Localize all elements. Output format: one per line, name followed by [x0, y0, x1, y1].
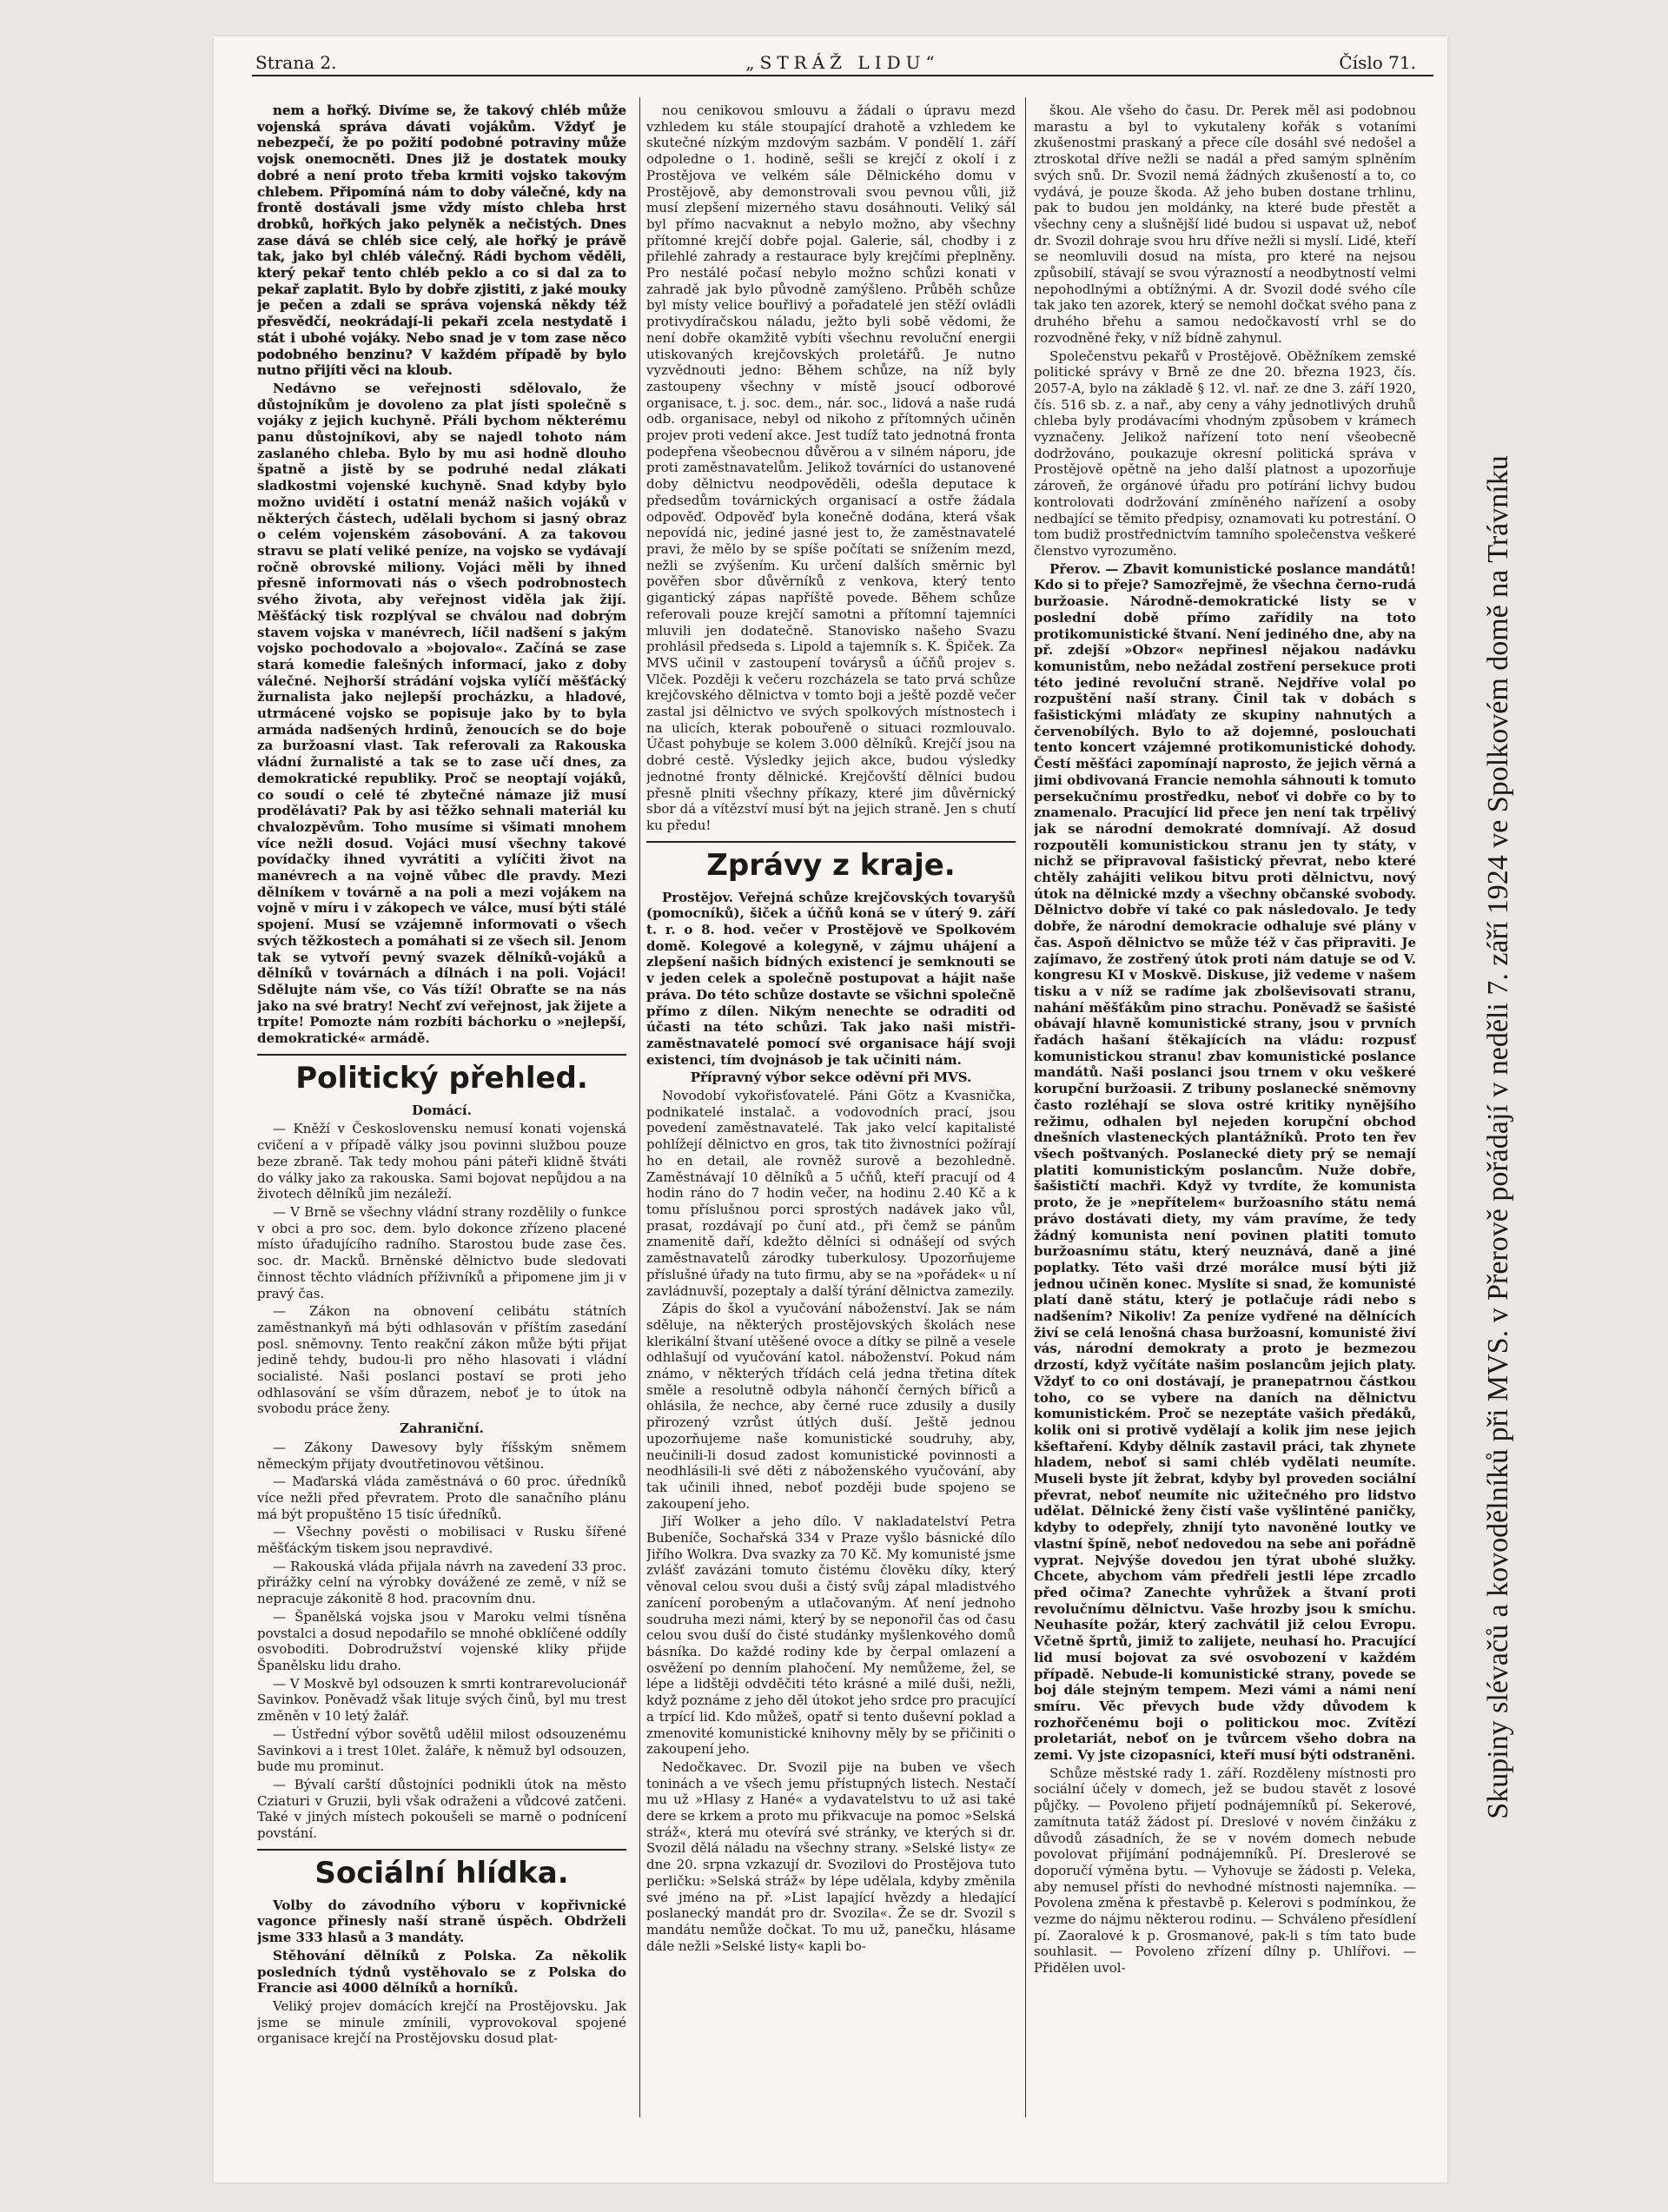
news-item: Jiří Wolker a jeho dílo. V nakladatelství Petra Bubeníče, Sochařská 334 v Praze vyšlo básnické dílo Jiřího Wolkra. Dva svazky za 70 Kč. My komunisté jsme zvlášť zavázáni tomuto čistému člověku díky, který věnoval celou svou duši a čistý svůj zápal mladistvého zanícení porobeným a utlačovaným. Ať není jednoho soudruha mezi námi, který by se neponořil čas od času celou svou duší do čisté studánky myšlenkového domů básníka. Do každé rodiny kde by čerpal omlazení a osvěžení po denním plahočení. My nemůžeme, žel, se lépe a lidštěji odvděčiti této krásné a milé duši, nežli, když poznáme z jeho děl útokot jeho srdce pro pracující a trpící lid. Kdo můžeš, opatř si tento duševní poklad a zmenovité komunistické knihovny měly by se přičiniti o zakoupení jeho. — [646, 1513, 1016, 1758]
column-1 — [257, 103, 626, 2049]
section-heading-politicky: Politický přehled. — [257, 1054, 626, 1097]
column-divider — [1025, 97, 1026, 2117]
side-caption — [1464, 52, 1533, 2189]
news-item: Volby do závodního výboru v kopřivnické vagonce přinesly naší straně úspěch. Obdrželi jsme 333 hlasů a 3 mandáty. — [257, 1897, 626, 1946]
news-item: — V Brně se všechny vládní strany rozdělily o funkce v obci a pro soc. dem. bylo dokonce zřízeno placené místo úřadujícího radního. Starostou bude zase čes. soc. dr. Macků. Brněnské dělnictvo bude sledovati činnost těchto vládních příživníků a připomene jim ji v pravý čas. — [257, 1204, 626, 1301]
page-number: Strana 2. — [255, 52, 337, 73]
news-item: — Všechny pověsti o mobilisaci v Rusku šířené měšťáckým tiskem jsou nepravdivé. — [257, 1524, 626, 1557]
news-item: Schůze městské rady 1. září. Rozděleny místnosti pro sociální účely v domech, jež se budou stavět z losové půjčky. — Povoleno přijetí podnájemníků pí. Sekerové, zamítnuta tatáž žádost pí. Dreslové v novém činžáku z důvodů zásadních, že se v novém domech nebude povolovat přijímání podnájemníků. Pí. Dreslerové se doporučí výměna bytu. — Vyhovuje se žádosti p. Veleka, aby nemusel přísti do nevhodné místnosti najemníka. — Povolena změna k přestavbě p. Kelerovi s podmínkou, že vezme do nájmu některou rodinu. — Schváleno přesídlení pí. Zaoralové k p. Grosmanové, pak-li s tím tato bude souhlasit. — Povoleno zřízení dílny p. Uhlířovi. — Přidělen uvol- — [1034, 1765, 1416, 1977]
subheading-domaci: Domácí. — [412, 1102, 472, 1118]
page-header — [252, 50, 1433, 76]
news-item: — V Moskvě byl odsouzen k smrti kontrarevolucionář Savinkov. Poněvadž však lituje svých činů, byl mu trest změněn v 10 letý žalář. — [257, 1675, 626, 1725]
news-item: — Zákony Dawesovy byly říšským sněmem německým přijaty dvoutřetinovou většinou. — [257, 1439, 626, 1472]
news-item: — Kněží v Československu nemusí konati vojenská cvičení a v případě války jsou povinni službou pouze beze zbraně. Tak tedy mohou páni páteři klidně štváti do války jako za rakouska. Sami bojovat nepůjdou a na životech dělníků jim nezáleží. — [257, 1121, 626, 1202]
news-item: Veliký projev domácích krejčí na Prostějovsku. Jak jsme se minule zmínili, vyprovokoval spojené organisace krejčí na Prostějovsku dosud plat- — [257, 1997, 626, 2047]
section-heading-zpravy: Zprávy z kraje. — [646, 841, 1016, 884]
news-item: Prostějov. Veřejná schůze krejčovských tovaryšů (pomocníků), šiček a účňů koná se v úterý 9. září t. r. o 8. hod. večer v Prostějově ve Spolkovém domě. Kolegové a kolegyně, v zájmu uhájení a zlepšení našich bídných existencí je semknouti se v jeden celek a společně postupovat a hájit naše práva. Do této schůze dostavte se všichni společně přímo z dílen. Nikým nenechte se odraditi od účasti na této schůzi. Tak jako naši mistři-zaměstnavatelé pomocí své organisace hájí svoji existenci, tím dvojnásob je tak učiniti nám. — [646, 889, 1016, 1068]
news-item: — Španělská vojska jsou v Maroku velmi tísněna povstalci a dosud nepodařilo se mnohé obklíčené oddíly osvoboditi. Dobrodružství vojenské kliky přijde Španělsku lidu draho. — [257, 1608, 626, 1673]
news-item: Nedočkavec. Dr. Svozil pije na buben ve všech toninách a ve všech jemu přístupných listech. Nestačí mu už »Hlasy z Hané« a vydavatelstvu to už asi také dere se krkem a proto mu přikvacuje na pomoc »Selská stráž«, která mu otevírá své stránky, ve kterých si dr. Svozil dělá náladu na všechny strany. »Selské listy« ze dne 20. srpna vzkazují dr. Svozilovi do Prostějova tuto perličku: »Selská stráž« by lépe udělala, kdyby změnila své jméno na př. »List lapající hvězdy a hledající poslanecký mandát pro dr. Svozila«. Že se dr. Svozil s mandátu nemůže dočkat. To mu už, panečku, hlásame dále nežli »Selské listy« kapli bo- — [646, 1758, 1016, 1954]
news-item: — Zákon na obnovení celibátu státních zaměstnankyň má býti odhlasován v příštím zasedání posl. sněmovny. Tento reakční zákon může býti přijat jedině tehdy, budou-li pro něho hlasovati i vládní socialisté. Naši poslanci postaví se proti jeho odhlasování se vším důrazem, neboť je to útok na svobodu práce ženy. — [257, 1303, 626, 1417]
news-item: — Rakouská vláda přijala návrh na zavedení 33 proc. přirážky celní na výrobky dovážené ze země, v níž se nepracuje zákonitě 8 hod. pracovním dnu. — [257, 1558, 626, 1607]
issue-number: Číslo 71. — [1339, 52, 1416, 73]
news-item: — Maďarská vláda zaměstnává o 60 proc. úředníků více nežli před převratem. Proto dle sanačního plánu má být propuštěno 15 tisíc úředníků. — [257, 1474, 626, 1522]
newspaper-title: „STRÁŽ LIDU“ — [745, 52, 940, 73]
news-signature: Přípravný výbor sekce oděvní při MVS. — [690, 1070, 972, 1086]
side-caption-text: Skupiny slévačů a kovodělníků při MVS. v Přerově pořádají v neděli 7. září 1924 ve Spolkovém domě na Trávníku — [1482, 455, 1514, 1819]
subheading-zahranici: Zahraniční. — [400, 1421, 484, 1437]
news-item: Společenstvu pekařů v Prostějově. Oběžníkem zemské politické správy v Brně ze dne 20. března 1923, čís. 2057-A, bylo na základě § 12. vl. nař. ze dne 3. září 1920, čís. 516 sb. z. a nař., aby ceny a váhy jednotlivých druhů chleba byly prodávacími vhodným způsobem v krámech vyznačeny. Jelikož nařízení toto není všeobecně dodržováno, poukazuje okresní politická správa v Prostějově opětně na jeho další platnost a upozorňuje zároveň, že orgánové úřadu pro potírání lichvy budou kontrolovati dodržování zmíněného nařízení a osoby nedbající se těmito předpisy, oznamovati ku potrestání. O tom budiž prostřednictvím tamního společenstva veškeré členstvo vyrozuměno. — [1034, 348, 1416, 559]
article-paragraph: nem a hořký. Divíme se, že takový chléb může vojenská správa dávati vojákům. Vždyť je nebezpečí, že po požití podobné potraviny může vojsk onemocněti. Dnes již je dostatek mouky dobré a není proto třeba krmiti vojsko takovým chlebem. Připomíná nám to doby válečné, kdy na frontě dostávali jsme vždy místo chleba hrst drobků, hořkých jako pelyněk a nečistých. Dnes zase dává se chléb sice celý, ale hořký je právě tak, jako byl chléb válečný. Rádi bychom věděli, který pekař tento chléb peklo a co si dal za to pekař zaplatit. Bylo by dobře zjistiti, z jaké mouky je pečen a zdali se správa vojenská někdy též přesvědčí, neokrádají-li pekaři zcela nestydatě i stát i ubohé vojáky. Nebo snad je v tom zase něco podobného benzinu? V každém případě by bylo nutno přijíti věci na kloub. — [257, 103, 626, 379]
news-item: Zápis do škol a vyučování náboženství. Jak se nám sděluje, na některých prostějovských školách nese klerikální štvaní utěšené ovoce a dítky se pilně a vesele odhlašují od vyučování katol. náboženství. Pokud nám známo, v některých třídách celá jedna třetina dítek směle a resolutně odbyla náhončí černých bířiců a ohlásila, že nechce, aby černé ruce zdusily a dusily přirozený vzrůst útlých duší. Ještě jednou upozorňujeme naše komunistické soudruhy, aby, neučinili-li dosud zadost komunistické povinnosti a neodhlásili-li své děti z náboženského vyučování, aby tak učinili ihned, neboť později bude spojeno se zakoupení jeho. — [646, 1301, 1016, 1512]
news-item: Přerov. — Zbavit komunistické poslance mandátů! Kdo si to přeje? Samozřejmě, že všechna černo-rudá buržoasie. Národně-demokratické listy se v poslední době přímo zařídily na toto protikomunistické štvaní. Není jediného dne, aby na př. zdejší »Obzor« nepřinesl nějakou nadávku komunistům, nebo nežádal zostření persekuce proti této jediné revoluční straně. Nejdříve volal po rozpuštění naší strany. Činil tak v dobách s fašistickými mláďaty ze skupiny nahnutých a červenobílých. Bylo to až dojemné, poslouchati tento koncert vzájemné protikomunistické dohody. Čestí měšťáci zapomínají naprosto, že jejich věrná a jimi obdivovaná Francie nemohla sáhnouti k tomuto persekučnímu prostředku, neboť vi dobře co by to znamenalo. Pracující lid přece jen není tak trpělivý jak se národní demokraté domnívají. Až dosud rozpoutěli komunistickou stranu jen ty státy, v nichž se připravoval fašistický převrat, nebo které chtěly zahájiti velikou bitvu proti dělnictvu, nový útok na dělnické mzdy a všechny občanské svobody. Dělnictvo dobře ví také co pak následovalo. Je tedy dobře, že národní demokracie odhaluje své plány v čas. Aspoň dělnictvo se může též v čas připraviti. Je zajímavo, že zostřený útok proti nám datuje se od V. kongresu KI v Moskvě. Diskuse, již vedeme v našem tisku a v níž se radíme jak zbolševisovati stranu, nahání měšťákům pino strachu. Poněvadž se šašisté obávají hlavně komunistické strany, jsou v prvních řadách hašaní štěkajících na vládu: rozpusť komunistickou stranu! zbav komunistické poslance mandátů. Naši poslanci jsou trnem v oku veškeré korupční buržoasii. Z tribuny poslanecké sněmovny často rozléhají se slova ostré kritiky nynějšího režimu, odhalen byl nejeden korupční obchod dnešních vlasteneckých plantážníků. Proto ten řev všech poštvaných. Poslanecké diety prý se nemají platiti komunistickým poslancům. Nuže dobře, šašističtí machři. Když vy tvrdíte, že komunista proto, že je »nepřítelem« buržoasního státu nemá právo dostávati diety, my vám pravíme, že tedy žádný komunista není povinen platiti tomuto buržoasnímu státu, který neuznává, daně a jiné poplatky. Této vaši drzé morálce musí býti již jednou učiněn konec. Myslíte si snad, že komunisté platí daně státu, který je potlačuje rádi nebo s nadšením? Nikoliv! Za peníze vydřené na dělnících živí se celá lenošná chasa buržoasní, komunisté živí vás, národní demokraty a proto je bezmezou drzostí, když vyčítáte našim poslancům jejich platy. Vždyť to co oni dostávají, je pranepatrnou částkou toho, co se vybere na daních na dělnictvu komunistickém. Proč se nezeptáte vašich předáků, kolik oni si protivě vydělají a kolik jim nese jejich kšeftaření. Kdyby dělník zastavil práci, tak zhynete hladem, neboť si sami chléb vydělati neumíte. Museli byste jít žebrat, kdyby byl proveden sociální převrat, neboť neumíte nic užitečného pro lidstvo udělat. Dělnické ženy čistí vaše vyšlintěné paničky, kdyby to odepřely, zhnijí tyto navoněné loutky ve vlastní špíně, neboť nedovedou na sebe ani pořádně vyprat. Nejvýše dovedou jen týrat ubohé služky. Chcete, abychom vám předřeli jestli lépe zrcadlo před očima? Zanechte vyhrůžek a štvaní proti revolučnímu dělnictvu. Vaše hrozby jsou k smíchu. Neuhasíte požár, který zachvátil již celou Evropu. Včetně šprtů, jimiž to zalijete, neuhasí ho. Pracující lid musí bojovat za své osvobození v každém případě. Nebude-li komunistické strany, povede se boj dále stejným tempem. Mezi vámi a námi není smíru. Věc převych bude vždy důvodem k rozhořčenému boji o politickou moc. Zvítězí proletariát, neboť on je tvůrcem všeho dobra na zemi. Vy jste cizopasníci, kteří musí býti odstraněni. — [1034, 560, 1416, 1764]
column-divider — [639, 97, 640, 2117]
article-paragraph: nou cenikovou smlouvu a žádali o úpravu mezd vzhledem ku stále stoupající drahotě a vzhledem ke skutečné nízkým mzdovým sazbám. V pondělí 1. září odpoledne o 1. hodině, sešli se krejčí z okolí i z Prostějova ve velkém sále Dělnického domu v Prostějově, aby demonstrovali svou pevnou vůli, již musí zlepšení mizerného stavu dosáhnouti. Veliký sál byl přímo nacvaknut a nebylo možno, aby všechny přítomné krejčí dobře pojal. Galerie, sál, chodby i z přilehlé zahrady a restaurace byly krejčími přeplněny. Pro nestálé počasí nebylo možno schůzi konati v zahradě jak bylo původně zamýšleno. Průběh schůze byl místy velice bouřlivý a pořadatelé jen stěží ovládli protivydíračskou náladu, ježto byli sobě vědomi, že není dobře okamžitě vybíti všechnu revoluční energii utiskovaných krejčovských proletářů. Je nutno vyzvědnouti jedno: Během schůze, na níž byly zastoupeny všechny v místě jsoucí odborové organisace, t. j. soc. dem., nár. soc., lidová a naše rudá odb. organisace, nebyl od nikoho z přítomných učiněn projev proti vedení akce. Jest tudíž tato jednotná fronta podepřena všeobecnou důvěrou a v silném náporu, jde proti zaměstnavatelům. Jelikož továrníci do ustanovené doby dělnictvu neodpověděli, odešla deputace k předsedům továrnických organisací a ostře žádala odpověď. Odpověď byla konečně dodána, která však nepovídá nic, jediné jasné jest to, že zaměstnavatelé pravi, že mělo by se spíše počítati se snížením mezd, nežli se zvýšením. Ku určení dalších směrnic byl pověřen sbor důvěrníků z venkova, který tento gigantický zápas napříště povede. Během schůze referovali pouze krejčí samotni a přítomní tajemníci mluvili jen dodatečně. Stanovisko našeho Svazu prohlásil předseda s. Lipold a tajemník s. K. Špiček. Za MVS učinil v zastoupení továrysů a účňů projev s. Vlček. Později k večeru rozcházela se tato prvá schůze krejčovského dělnictva v tomto boji a ještě pozdě večer zastal jsi dělnictvo ve svých spolkových místnostech i na ulicích, kterak pobouřeně o situaci rozmlouvalo. Účast pohybuje se kolem 3.000 dělníků. Krejčí jsou na dobré cestě. Výsledky jejich akce, budou výsledky jednotné fronty dělnické. Krejčovští dělníci budou přesně plniti všechny příkazy, které jim důvěrnický sbor dá a vítězství musí být na jejich straně. Jen s chutí ku předu! — [646, 103, 1016, 833]
column-2 — [646, 103, 1016, 1956]
section-heading-socialni: Sociální hlídka. — [257, 1849, 626, 1892]
article-paragraph: škou. Ale všeho do času. Dr. Perek měl asi podobnou marastu a byl to vykutaleny kořák s votaními zkušenostmi praskaný a přece cíle dosáhl své nedošel a ztroskotal dříve nežli se nadál a před samým splněním svých snů. Dr. Svozil nemá žádných zkušeností a to, co vydává, je pouze škoda. Až jeho buben dostane trhlinu, pak to budou jen moldánky, na které bude přestět a všechny ceny a slušnější lidé budou si uspavat už, neboť dr. Svozil dohraje svou hru dříve nežli si myslí. Lidé, kteří se neomluvili dosud na místa, pro které na nejsou způsobilí, stávají se svou výrazností a neodbytností velmi nepohodlnými a obtížnými. A dr. Svozil dodé svého cíle tak jako ten azorek, který se nemohl dočkat svého pana z druhého břehu a samou nedočkavostí vrhl se do rozvodněné řeky, v níž bídně zahynul. — [1034, 103, 1416, 346]
article-paragraph: Nedávno se veřejnosti sdělovalo, že důstojníkům je dovoleno za plat jísti společně s vojáky z jejich kuchyně. Přáli bychom některému panu důstojníkovi, aby se najedl tohoto nám zaslaného chleba. Bylo by mu asi hodně dlouho špatně a jistě by se podruhé nedal zlákati sladkostmi vojenské kuchyně. Snad kdyby bylo možno uvidětí i ostatní menáž našich vojáků v některých částech, udělali bychom si jasný obraz o celém vojenském zásobování. A za takovou stravu se platí veliké peníze, na vojsko se vydávají ročně obrovské miliony. Vojáci měli by ihned přesně informovati nás o všech podrobnostech svého života, aby veřejnost viděla jak žijí. Měšťácký tisk rozplýval se chválou nad dobrým stavem vojska v manévrech, líčil nadšení s jakým vojsko pochodovalo a »bojovalo«. Začíná se zase stará komedie falešných informací, jako z doby válečné. Nejhorší strádání vojska vylíčí měšťácký žurnalista jako nejlepší procházku, a hladové, utrmácené vojsko se popisuje jako by to byla armáda nadšených hrdinů, ženoucích se do boje za buržoasní vlast. Tak referovali za Rakouska vládní žurnalisté a tak se to zase učí dnes, za demokratické republiky. Proč se neoptají vojáků, co soudí o celé té zbytečné námaze již musí prodělávati? Pak by asi těžko sehnali materiál ku chvalozpěvům. Toho musíme si všimati mnohem více nežli dosud. Vojáci musí všechny takové povídačky ihned vyvrátiti a vylíčiti život na manévrech a na vojně vůbec dle pravdy. Mezi dělníkem v továrně a na poli a mezi vojákem na vojně v míru i v zákopech ve válce, musí býti stálé spojení. Musí se vzájemně informovati o všech svých těžkostech a pomáhati si ze všech sil. Jenom tak se vytvoří pevný svazek dělníků-vojáků a dělníků v továrnách a dílnách i na poli. Vojáci! Sdělujte nám vše, co Vás tíží! Obraťte se na nás jako na své bratry! Nechť zví veřejnost, jak žijete a trpíte! Pomozte nám rozbíti báchorku o »nejlepší, demokratické« armádě. — [257, 380, 626, 1047]
news-item: Novodobí vykořisťovatelé. Páni Götz a Kvasnička, podnikatelé instalač. a vodovodních prací, jsou povedení zaměstnavatelé. Tak jako velcí kapitalisté pohlížejí dělnictvo en gros, tak tito živnostníci požírají ho en detail, ale rovněž surově a bezohledně. Zaměstnávají 10 dělníků a 5 učňů, kteří pracují od 4 hodin ráno do 7 hodin večer, na hodinu 2.40 Kč a k tomu příslušnou porci sprostých nadávek jako vůl, prasat, rozdávají po čuní atd., při čemž se pánům znamenitě daří, kdežto dělníci si odnášejí od svých zaměstnavatelů zárodky tuberkulosy. Upozorňujeme příslušné úřady na tuto firmu, aby se na »pořádek« u ní zavládnuvší, pozeptaly a další týrání dělnictva zamezily. — [646, 1088, 1016, 1299]
news-item: Stěhování dělníků z Polska. Za několik posledních týdnů vystěhovalo se z Polska do Francie asi 4000 dělníků a horníků. — [257, 1947, 626, 1997]
column-3 — [1034, 103, 1416, 1978]
news-item: — Ústřední výbor sovětů udělil milost odsouzenému Savinkovi a i trest 10let. žaláře, k němuž byl odsouzen, bude mu prominut. — [257, 1725, 626, 1775]
news-item: — Bývalí carští důstojníci podnikli útok na město Cziaturi v Gruzii, byli však odraženi a vůdcové zatčeni. Také v jiných místech pokoušeli se marně o podnícení povstání. — [257, 1776, 626, 1842]
